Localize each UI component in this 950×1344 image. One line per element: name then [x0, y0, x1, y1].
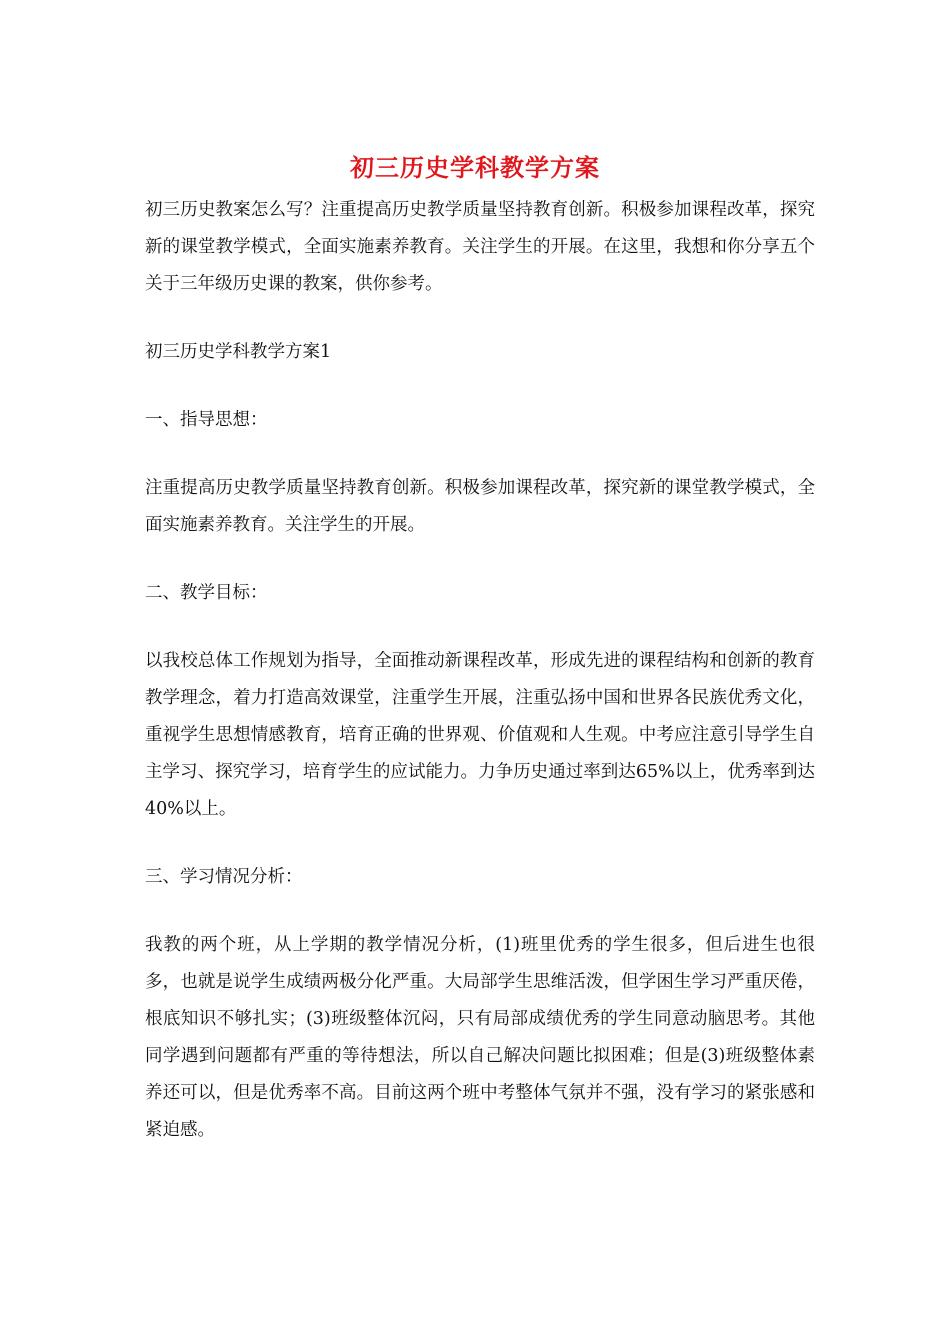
section-heading-guiding-thought: 一、指导思想： — [145, 410, 268, 430]
paragraph-gap — [145, 303, 815, 334]
learning-analysis-paragraph: 我教的两个班，从上学期的教学情况分析，(1)班里优秀的学生很多，但后进生也很多，也就是说学生成绩两极分化严重。大局部学生思维活泼，但学困生学习严重厌倦，根底知识不够扎实；(3)班级整体沉闷，只有局部成绩优秀的学生同意动脑思考。其他同学遇到问题都有严重的等待想法，所以自己解决问题比拟困难；但是(3)班级整体素养还可以，但是优秀率不高。目前这两个班中考整体气氛并不强，没有学习的紧张感和紧迫感。 — [145, 935, 815, 1140]
guiding-thought-paragraph: 注重提高历史教学质量坚持教育创新。积极参加课程改革，探究新的课堂教学模式，全面实施素养教育。关注学生的开展。 — [145, 478, 815, 535]
document-title: 初三历史学科教学方案 — [350, 153, 600, 182]
paragraph-gap — [145, 612, 815, 643]
paragraph-gap — [145, 371, 815, 402]
teaching-goals-paragraph: 以我校总体工作规划为指导，全面推动新课程改革，形成先进的课程结构和创新的教育教学理念，着力打造高效课堂，注重学生开展，注重弘扬中国和世界各民族优秀文化，重视学生思想情感教育，培育正确的世界观、价值观和人生观。中考应注意引导学生自主学习、探究学习，培育学生的应试能力。力争历史通过率到达65%以上，优秀率到达40%以上。 — [145, 651, 815, 819]
plan-heading: 初三历史学科教学方案1 — [145, 342, 332, 362]
paragraph-gap — [145, 828, 815, 859]
paragraph-gap — [145, 896, 815, 927]
paragraph-gap — [145, 439, 815, 470]
document-body — [145, 192, 815, 1149]
section-heading-learning-analysis: 三、学习情况分析： — [145, 867, 303, 887]
intro-paragraph: 初三历史教案怎么写？注重提高历史教学质量坚持教育创新。积极参加课程改革，探究新的课堂教学模式，全面实施素养教育。关注学生的开展。在这里，我想和你分享五个关于三年级历史课的教案，供你参考。 — [145, 200, 815, 294]
paragraph-gap — [145, 544, 815, 575]
section-heading-teaching-goals: 二、教学目标： — [145, 583, 268, 603]
